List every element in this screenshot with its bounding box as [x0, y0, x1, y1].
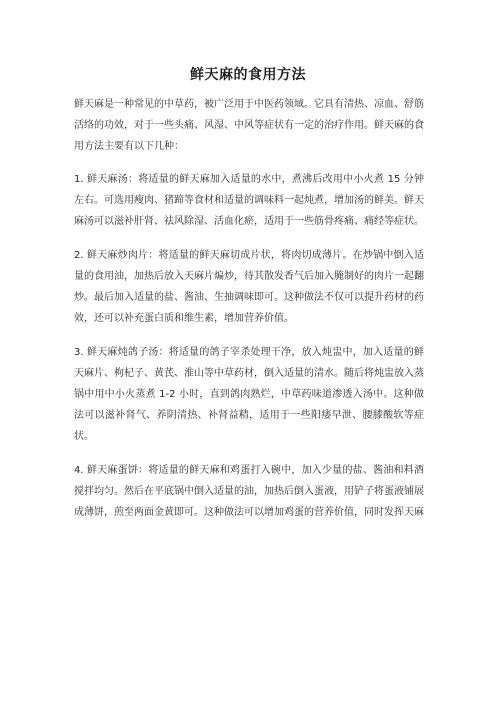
document-body	[74, 94, 424, 536]
method-paragraph-soup: 1. 鲜天麻汤：将适量的鲜天麻加入适量的水中，煮沸后改用中小火煮 15 分钟左右。可选用瘦肉、猪蹄等食材和适量的调味料一起炖煮，增加汤的鲜美。鲜天麻汤可以滋补肝肾、祛风除湿、活血化瘀，适用于一些筋骨疼痛、痛经等症状。	[74, 174, 424, 227]
intro-paragraph: 鲜天麻是一种常见的中草药，被广泛用于中医药领域。它具有清热、凉血、舒筋活络的功效，对于一些头痛、风湿、中风等症状有一定的治疗作用。鲜天麻的食用方法主要有以下几种：	[74, 99, 424, 152]
method-paragraph-stir-fry: 2. 鲜天麻炒肉片：将适量的鲜天麻切成片状，将肉切成薄片。在炒锅中倒入适量的食用油，加热后放入天麻片煸炒，待其散发香气后加入腌制好的肉片一起翻炒。最后加入适量的盐、酱油、生抽调味即可。这种做法不仅可以提升药材的药效，还可以补充蛋白质和维生素，增加营养价值。	[74, 250, 424, 324]
document-title: 鲜天麻的食用方法	[190, 67, 306, 83]
method-paragraph-egg-pancake: 4. 鲜天麻蛋饼：将适量的鲜天麻和鸡蛋打入碗中，加入少量的盐、酱油和料酒搅拌均匀。然后在平底锅中倒入适量的油，加热后倒入蛋液，用铲子将蛋液铺展成薄饼，煎至两面金黄即可。这种做法可以增加鸡蛋的营养价值，同时发挥天麻	[74, 465, 424, 518]
method-paragraph-pigeon-soup: 3. 鲜天麻炖鸽子汤：将适量的鸽子宰杀处理干净，放入炖盅中，加入适量的鲜天麻片、枸杞子、黄芪、淮山等中草药材，倒入适量的清水。随后将炖盅放入蒸锅中用中小火蒸煮 1-2 小时，直到鸽肉熟烂，中草药味道渗透入汤中。这种做法可以滋补肾气、养阴清热、补肾益精，适用于一些阳痿早泄、腰膝酸软等症状。	[74, 347, 424, 442]
